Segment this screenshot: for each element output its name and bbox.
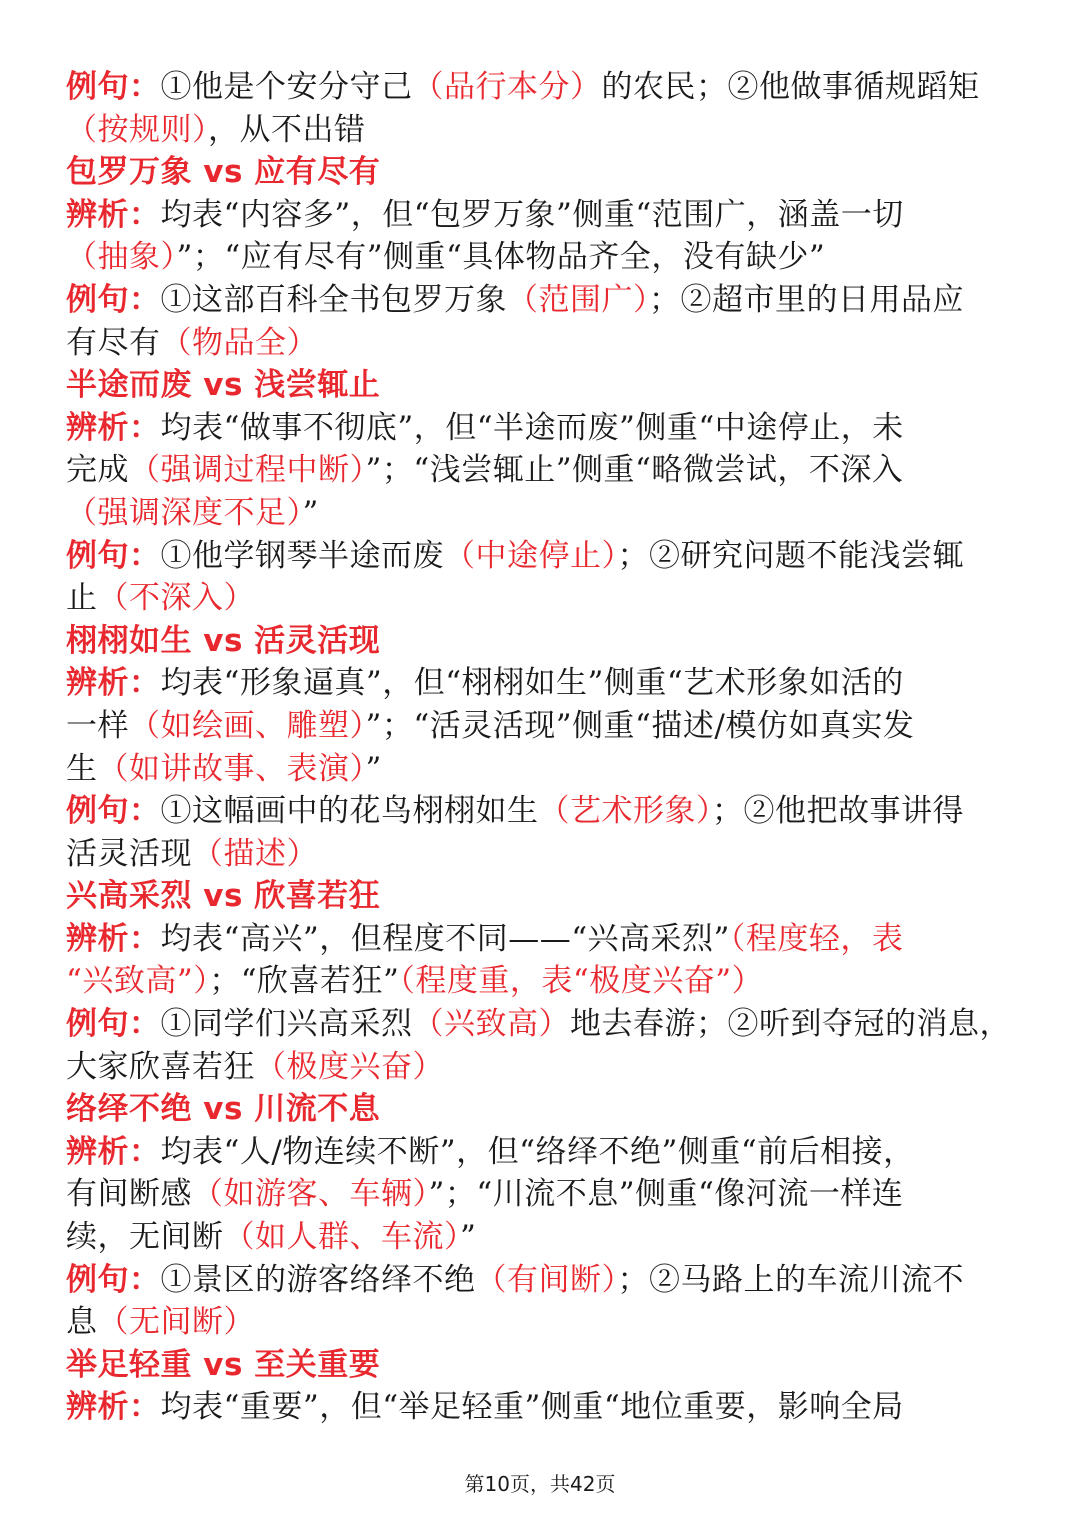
- text-line: [66, 1046, 1014, 1089]
- text-segment: ；②超市里的日用品应: [649, 281, 964, 318]
- text-segment: ①这幅画中的花鸟栩栩如生: [160, 793, 539, 830]
- text-segment: ①景区的游客络绎不绝: [160, 1261, 476, 1298]
- text-segment: ”；“浅尝辄止”侧重“略微尝试，不深入: [365, 452, 904, 489]
- text-line: [66, 109, 1014, 152]
- text-segment: 均表“重要”，但“举足轻重”侧重“地位重要，影响全局: [160, 1389, 904, 1426]
- label-segment: 例句：: [66, 1261, 161, 1298]
- annotation-segment: （极度兴奋）: [255, 1048, 444, 1085]
- text-line: [66, 492, 1014, 535]
- annotation-segment: （如绘画、雕塑）: [129, 707, 366, 744]
- label-segment: 辨析：: [66, 1389, 161, 1426]
- label-segment: 例句：: [66, 537, 161, 574]
- annotation-segment: （按规则）: [66, 111, 208, 148]
- text-segment: 均表“人/物连续不断”，但“络绎不绝”侧重“前后相接，: [160, 1133, 915, 1170]
- label-segment: 例句：: [66, 793, 161, 830]
- text-line: [66, 705, 1014, 748]
- text-line: [66, 1003, 1014, 1046]
- text-line: [66, 833, 1014, 876]
- page-footer: 第10页，共42页: [464, 1472, 616, 1496]
- annotation-segment: （如讲故事、表演）: [97, 750, 366, 787]
- text-segment: ”；“活灵活现”侧重“描述/模仿如真实发: [365, 707, 915, 744]
- label-segment: 例句：: [66, 281, 161, 318]
- text-segment: ”: [302, 494, 319, 531]
- text-segment: ①他是个安分守己: [160, 69, 413, 105]
- section-heading: [66, 875, 1014, 918]
- annotation-segment: （范围广）: [507, 281, 649, 318]
- text-line: [66, 960, 1014, 1003]
- text-line: [66, 577, 1014, 620]
- text-line: [66, 194, 1014, 237]
- text-segment: 均表“高兴”，但程度不同——“兴高采烈”: [160, 920, 730, 957]
- text-segment: ，从不出错: [208, 111, 366, 148]
- text-segment: 地去春游；②听到夺冠的消息，: [570, 1006, 1011, 1043]
- text-segment: 活灵活现: [66, 835, 192, 872]
- heading-text: 栩栩如生 vs 活灵活现: [66, 622, 381, 659]
- annotation-segment: （强调深度不足）: [66, 494, 303, 531]
- text-line: [66, 66, 1014, 109]
- text-line: [66, 1301, 1014, 1344]
- text-segment: 完成: [66, 452, 129, 489]
- text-segment: ”；“应有尽有”侧重“具体物品齐全，没有缺少”: [176, 239, 826, 276]
- text-segment: 的农民；②他做事循规蹈矩: [601, 69, 980, 105]
- text-line: [66, 407, 1014, 450]
- text-segment: ①同学们兴高采烈: [160, 1006, 413, 1043]
- section-heading: [66, 151, 1014, 194]
- annotation-segment: （不深入）: [97, 580, 255, 617]
- annotation-segment: （物品全）: [160, 324, 318, 361]
- annotation-segment: （兴致高）: [412, 1006, 570, 1043]
- text-segment: ；②他把故事讲得: [712, 793, 964, 830]
- text-segment: 大家欣喜若狂: [66, 1048, 255, 1085]
- text-segment: 续，无间断: [66, 1219, 224, 1256]
- text-segment: 一样: [66, 707, 129, 744]
- text-line: [66, 535, 1014, 578]
- text-line: [66, 236, 1014, 279]
- annotation-segment: （艺术形象）: [538, 793, 712, 830]
- text-segment: 有间断感: [66, 1176, 192, 1213]
- text-line: [66, 662, 1014, 705]
- label-segment: 例句：: [66, 1006, 161, 1043]
- label-segment: 辨析：: [66, 1133, 161, 1170]
- text-segment: 生: [66, 750, 98, 787]
- text-line: [66, 1216, 1014, 1259]
- section-heading: [66, 364, 1014, 407]
- annotation-segment: （描述）: [192, 835, 318, 872]
- text-segment: 均表“形象逼真”，但“栩栩如生”侧重“艺术形象如活的: [160, 665, 904, 702]
- annotation-segment: （强调过程中断）: [129, 452, 366, 489]
- text-segment: ①这部百科全书包罗万象: [160, 281, 507, 318]
- text-segment: 有尽有: [66, 324, 161, 361]
- annotation-segment: （无间断）: [97, 1304, 255, 1341]
- text-line: [66, 279, 1014, 322]
- text-segment: ”: [460, 1219, 477, 1256]
- text-segment: ”；“川流不息”侧重“像河流一样连: [428, 1176, 904, 1213]
- heading-text: 包罗万象 vs 应有尽有: [66, 154, 381, 191]
- text-line: [66, 1386, 1014, 1429]
- annotation-segment: （如人群、车流）: [223, 1219, 460, 1256]
- text-line: [66, 449, 1014, 492]
- text-segment: 止: [66, 580, 98, 617]
- annotation-segment: （程度轻，表: [729, 920, 904, 957]
- annotation-segment: （品行本分）: [412, 69, 602, 105]
- text-segment: 均表“内容多”，但“包罗万象”侧重“范围广，涵盖一切: [160, 196, 904, 233]
- heading-text: 络绎不绝 vs 川流不息: [66, 1091, 381, 1128]
- text-segment: ；②研究问题不能浅尝辄: [617, 537, 964, 574]
- label-segment: 辨析：: [66, 196, 161, 233]
- section-heading: [66, 1344, 1014, 1387]
- text-segment: 息: [66, 1304, 98, 1341]
- text-segment: ”: [365, 750, 382, 787]
- text-line: [66, 918, 1014, 961]
- label-segment: 例句：: [66, 69, 161, 105]
- label-segment: 辨析：: [66, 920, 161, 957]
- text-line: [66, 1259, 1014, 1302]
- text-segment: ①他学钢琴半途而废: [160, 537, 444, 574]
- heading-text: 举足轻重 vs 至关重要: [66, 1346, 381, 1383]
- annotation-segment: （程度重，表“极度兴奋”）: [399, 963, 764, 1000]
- annotation-segment: （中途停止）: [444, 537, 618, 574]
- heading-text: 半途而废 vs 浅尝辄止: [66, 367, 381, 404]
- annotation-segment: （如游客、车辆）: [192, 1176, 429, 1213]
- text-line: [66, 322, 1014, 365]
- heading-text: 兴高采烈 vs 欣喜若狂: [66, 878, 381, 915]
- text-segment: ；②马路上的车流川流不: [617, 1261, 964, 1298]
- text-line: [66, 1173, 1014, 1216]
- annotation-segment: （有间断）: [475, 1261, 618, 1298]
- annotation-segment: “兴致高”）: [66, 963, 210, 1000]
- label-segment: 辨析：: [66, 409, 161, 446]
- section-heading: [66, 620, 1014, 663]
- text-line: [66, 790, 1014, 833]
- document-body: [66, 66, 1014, 1429]
- text-segment: ；“欣喜若狂”: [209, 963, 400, 1000]
- annotation-segment: （抽象）: [66, 239, 177, 276]
- text-segment: 均表“做事不彻底”，但“半途而废”侧重“中途停止，未: [160, 409, 904, 446]
- label-segment: 辨析：: [66, 665, 161, 702]
- text-line: [66, 748, 1014, 791]
- text-line: [66, 1131, 1014, 1174]
- section-heading: [66, 1088, 1014, 1131]
